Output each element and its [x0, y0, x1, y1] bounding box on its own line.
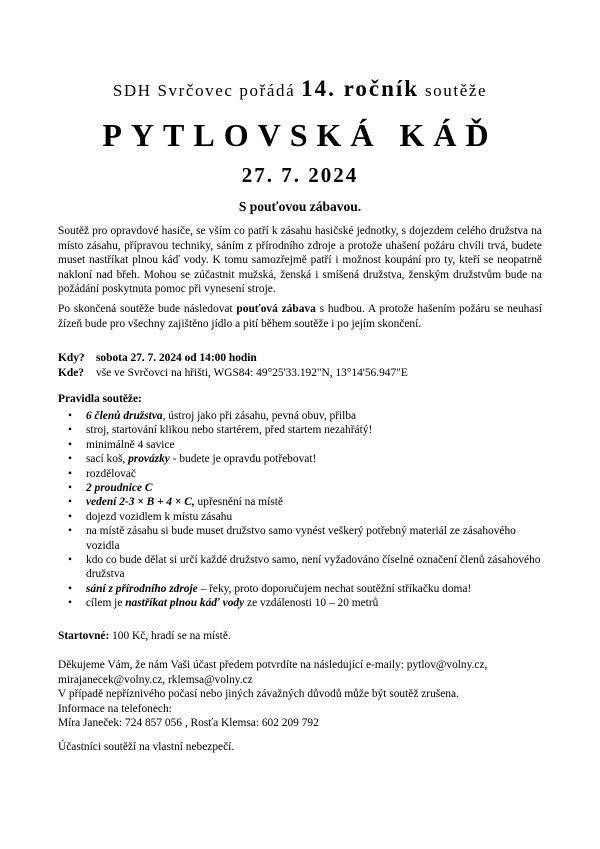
rule-item: • cílem je nastříkat plnou káď vody ze vzdálenosti 10 – 20 metrů: [58, 596, 542, 610]
party-text-pre: Po skončená soutěže bude následovat: [58, 303, 237, 315]
event-title: PYTLOVSKÁ KÁĎ: [102, 117, 498, 153]
rule-item: • 2 proudnice C: [58, 481, 542, 495]
rule-item: • kdo co bude dělat si určí každé družstvo samo, není vyžadováno číselné označení členů zásahového družstva: [58, 553, 542, 582]
where-row: [58, 366, 408, 381]
rule-item: • rozdělovač: [58, 467, 542, 481]
when-label: Kdy?: [58, 352, 85, 364]
rules-list: [58, 409, 542, 611]
party-highlight: pouťová zábava: [236, 303, 316, 315]
contact-line: mirajanecek@volny.cz, rklemsa@volny.cz: [58, 673, 253, 686]
edition-number: 14. ročník: [301, 76, 420, 101]
event-date: 27. 7. 2024: [241, 163, 359, 187]
when-value: sobota 27. 7. 2024 od 14:00 hodin: [96, 352, 257, 364]
when-where-block: [58, 351, 408, 381]
party-text-post: s hudbou. A protože hašením požáru se neuhasí žízeň bude pro všechny zajištěno jídlo a pití během soutěže i po jejím skončení.: [58, 303, 542, 330]
rules-heading: Pravidla soutěže:: [58, 393, 142, 405]
rule-item: • sací koš, provázky - budete je opravdu potřebovat!: [58, 452, 542, 466]
competition-word: soutěže: [424, 81, 488, 100]
contact-line: V případě nepříznivého počasí nebo jiných závažných důvodů může být soutěž zrušena.: [58, 688, 459, 701]
where-value: vše ve Svrčovci na hřišti, WGS84: 49°25'33.192"N, 13°14'56.947"E: [96, 367, 408, 379]
entry-fee: [58, 630, 231, 642]
when-row: [58, 351, 408, 366]
organizer-heading: [0, 76, 600, 102]
contact-line: Děkujeme Vám, že nám Vaši účast předem potvrdíte na následující e-maily: pytlov@volny.cz,: [58, 659, 488, 671]
organizer-text: SDH Svrčovec pořádá: [112, 81, 296, 100]
intro-paragraph: Soutěž pro opravdové hasiče, se vším co patří k zásahu hasičské jednotky, s dojezdem celého družstva na místo zásahu, přípravou techniky, sáním z přírodního zdroje a protože uhašení požáru chvíli trvá, budete muset nastříkat plnou káď vody. K tomu samozřejmě patří i možnost koupání pro ty, kteří se neopatrně nakloní nad břeh. Mohou se zúčastnit mužská, ženská i smíšená družstva, ženským družstvům bude na požádání poskytnuta pomoc při vynesení stroje.: [58, 225, 542, 295]
entry-fee-label: Startovné:: [58, 630, 110, 642]
rule-item: • 6 členů družstva, ústroj jako při zásahu, pevná obuv, přilba: [58, 409, 542, 423]
rule-item: • sání z přírodního zdroje – řeky, proto doporučujem nechat soutěžní stříkačku doma!: [58, 582, 542, 596]
disclaimer: Účastníci soutěží na vlastní nebezpečí.: [58, 741, 235, 753]
event-subtitle: S pouťovou zábavou.: [238, 199, 362, 214]
rule-item: • stroj, startování klikou nebo startérem, před startem nezahřátý!: [58, 423, 542, 437]
rule-item: • dojezd vozidlem k místu zásahu: [58, 510, 542, 524]
contact-block: [58, 658, 542, 731]
rule-item: • vedení 2-3 × B + 4 × C, upřesnění na místě: [58, 495, 542, 509]
rule-item: • na místě zásahu si bude muset družstvo samo vynést veškerý potřebný materiál ze zásahového vozidla: [58, 524, 542, 553]
rule-item: • minimálně 4 savice: [58, 438, 542, 452]
contact-line: Míra Janeček: 724 857 056 , Rosťa Klemsa: 602 209 792: [58, 717, 319, 730]
contact-line: Informace na telefonech:: [58, 702, 172, 715]
where-label: Kde?: [58, 367, 84, 379]
entry-fee-value: 100 Kč, hradí se na místě.: [109, 630, 231, 642]
party-paragraph: [58, 302, 542, 331]
